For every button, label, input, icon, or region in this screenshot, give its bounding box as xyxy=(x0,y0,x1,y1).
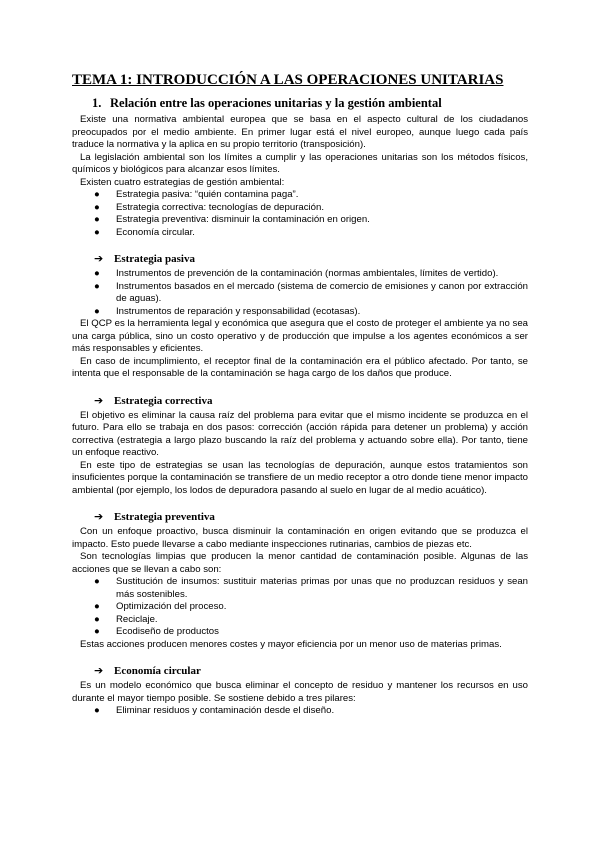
section-heading xyxy=(92,95,528,112)
section-number: 1. xyxy=(92,96,102,110)
list-item xyxy=(94,202,528,215)
list-item-text: Reciclaje. xyxy=(116,613,158,625)
list-item xyxy=(94,268,528,281)
list-item xyxy=(94,614,528,627)
document-page xyxy=(72,70,528,718)
paragraph: El QCP es la herramienta legal y económica que asegura que el costo de proteger el ambiente ya no sea una carga pública, sino un costo operativo y de producción que impulse a los agentes económicos a ser más responsables y eficientes. xyxy=(72,318,528,354)
bullet-list xyxy=(72,576,528,639)
bullet-icon: ● xyxy=(94,576,100,587)
paragraph: Estas acciones producen menores costes y mayor eficiencia por un menor uso de materias primas. xyxy=(80,638,502,650)
arrow-right-icon: ➔ xyxy=(94,393,104,407)
bullet-icon: ● xyxy=(94,601,100,612)
bullet-icon: ● xyxy=(94,226,100,238)
paragraph: La legislación ambiental son los límites a cumplir y las operaciones unitarias son los métodos físicos, químicos y biológicos para alcanzar esos límites. xyxy=(72,151,528,175)
list-item-text: Sustitución de insumos: sustituir materias primas por unas que no produzcan residuos y sean más sostenibles. xyxy=(116,576,528,600)
subheading-correctiva xyxy=(94,393,528,409)
list-item-text: Estrategia preventiva: disminuir la contaminación en origen. xyxy=(116,214,370,225)
list-item-text: Economía circular. xyxy=(116,226,195,238)
list-item xyxy=(94,626,528,639)
paragraph: El objetivo es eliminar la causa raíz del problema para evitar que el mismo incidente se produzca en el futuro. Para ello se trabaja en dos pasos: corrección (acción rápida para detener un problema) y acción correctiva (estrategia a largo plazo buscando la raíz del problema y actuando sobre ella). Por tanto, tiene un enfoque reactivo. xyxy=(72,409,528,458)
list-item xyxy=(94,189,528,202)
bullet-icon: ● xyxy=(94,201,100,213)
arrow-right-icon: ➔ xyxy=(94,510,104,523)
bullet-icon: ● xyxy=(94,626,100,637)
paragraph: Con un enfoque proactivo, busca disminuir la contaminación en origen evitando que se produzca el impacto. Esto puede llevarse a cabo mediante inspecciones rutinarias, cambios de piezas etc. xyxy=(72,526,528,550)
bullet-icon: ● xyxy=(94,305,100,317)
subheading-text: Estrategia preventiva xyxy=(114,511,215,523)
document-title: TEMA 1: INTRODUCCIÓN A LAS OPERACIONES UNITARIAS xyxy=(72,72,504,88)
bullet-list xyxy=(72,705,528,718)
list-item xyxy=(94,306,528,319)
list-item xyxy=(94,705,528,718)
paragraph: En caso de incumplimiento, el receptor final de la contaminación era el público afectado. Por tanto, se intenta que el responsable de la contaminación se haga cargo de los daños que produce. xyxy=(72,355,528,379)
paragraph: Son tecnologías limpias que producen la menor cantidad de contaminación posible. Algunas de las acciones que se llevan a cabo son: xyxy=(72,551,528,575)
list-item-text: Optimización del proceso. xyxy=(116,601,227,612)
subheading-text: Estrategia correctiva xyxy=(114,394,213,407)
list-item-text: Instrumentos de prevención de la contaminación (normas ambientales, límites de vertido). xyxy=(116,268,499,279)
list-item-text: Instrumentos basados en el mercado (sistema de comercio de emisiones y canon por extracción de aguas). xyxy=(116,280,528,304)
bullet-icon: ● xyxy=(94,268,100,279)
list-item-text: Estrategia pasiva: “quién contamina paga”. xyxy=(116,189,299,200)
bullet-icon: ● xyxy=(94,705,100,716)
subheading-text: Economía circular xyxy=(114,665,201,677)
list-item-text: Eliminar residuos y contaminación desde el diseño. xyxy=(116,705,335,716)
arrow-right-icon: ➔ xyxy=(94,252,104,265)
list-item xyxy=(94,576,528,601)
list-item-text: Estrategia correctiva: tecnologías de depuración. xyxy=(116,201,324,213)
list-item xyxy=(94,214,528,227)
list-item xyxy=(94,601,528,614)
subheading-circular xyxy=(94,663,528,679)
subheading-preventiva xyxy=(94,509,528,525)
bullet-list xyxy=(72,189,528,239)
bullet-list xyxy=(72,268,528,318)
list-item xyxy=(94,227,528,240)
arrow-right-icon: ➔ xyxy=(94,664,104,677)
paragraph: Existe una normativa ambiental europea que se basa en el aspecto cultural de los ciudadanos preocupados por el medio ambiente. En primer lugar está el nivel europeo, aunque luego cada país traduce la normativa y la aplica en su propio territorio (transposición). xyxy=(72,114,528,150)
paragraph: Es un modelo económico que busca eliminar el concepto de residuo y mantener los recursos en uso durante el mayor tiempo posible. Se sostiene debido a tres pilares: xyxy=(72,680,528,704)
list-item xyxy=(94,281,528,306)
paragraph: Existen cuatro estrategias de gestión ambiental: xyxy=(80,176,285,188)
section-heading-text: Relación entre las operaciones unitarias y la gestión ambiental xyxy=(110,96,442,110)
subheading-pasiva xyxy=(94,251,528,267)
list-item-text: Instrumentos de reparación y responsabilidad (ecotasas). xyxy=(116,305,361,317)
bullet-icon: ● xyxy=(94,189,100,200)
paragraph: En este tipo de estrategias se usan las tecnologías de depuración, aunque estos tratamientos son insuficientes porque la contaminación se transfiere de un medio receptor a otro donde tiene menor impacto ambiental (por ejemplo, los lodos de depuradora pasando al suelo en lugar de al medio acuático). xyxy=(72,459,528,496)
bullet-icon: ● xyxy=(94,613,100,625)
list-item-text: Ecodiseño de productos xyxy=(116,626,219,637)
bullet-icon: ● xyxy=(94,280,100,292)
bullet-icon: ● xyxy=(94,214,100,225)
subheading-text: Estrategia pasiva xyxy=(114,253,195,265)
